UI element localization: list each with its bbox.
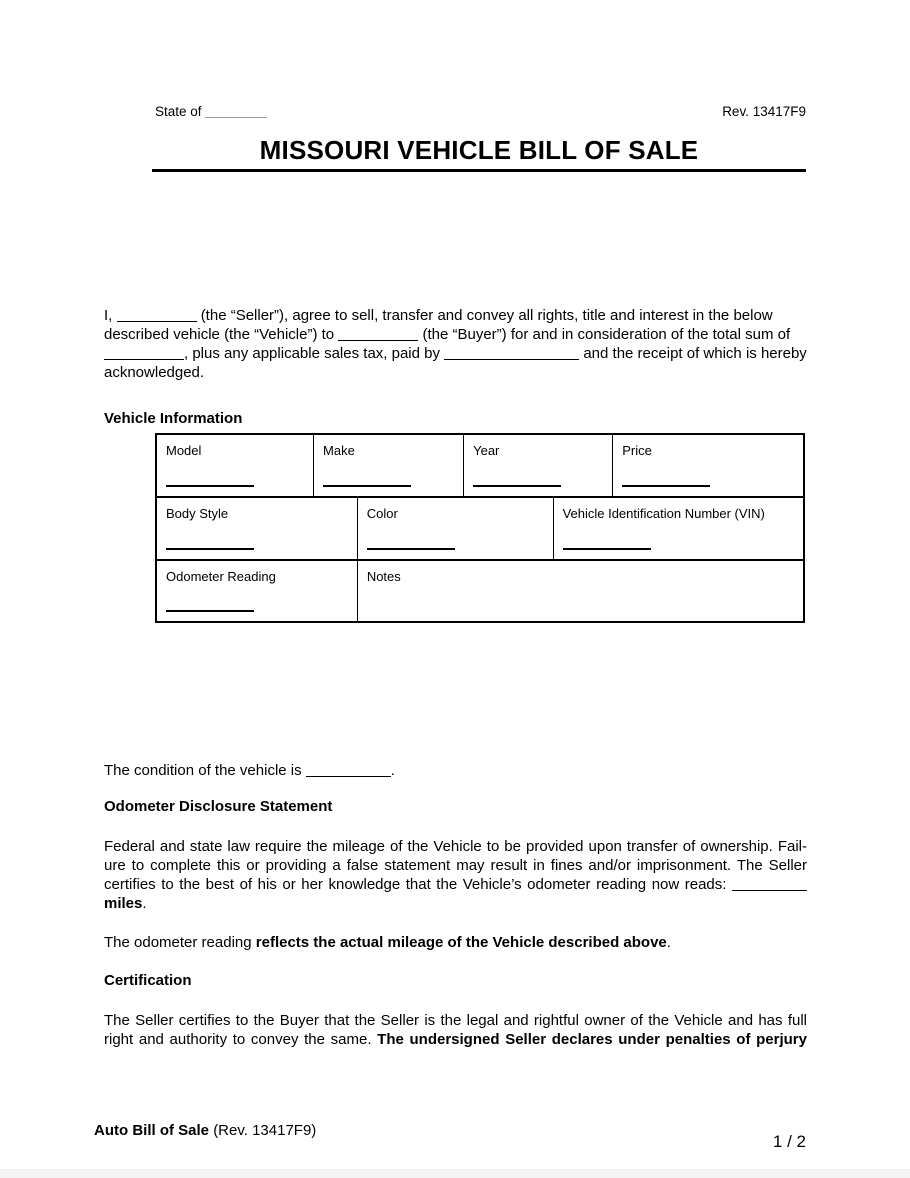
page-number: 1 / 2 <box>772 1132 806 1151</box>
reading-bold: reflects the actual mileage of the Vehicle described above <box>255 934 667 951</box>
table-row-3 <box>157 561 803 621</box>
make-label: Make <box>323 443 355 458</box>
footer-doc-line <box>94 1122 316 1139</box>
page-edge-strip <box>0 1169 910 1178</box>
condition-period: . <box>390 762 395 779</box>
body-style-blank <box>166 548 254 550</box>
intro-text-5: and the receipt of which is hereby acknowledged. <box>104 345 807 381</box>
vin-cell <box>554 498 803 559</box>
odometer-period: . <box>142 895 147 912</box>
price-blank <box>622 485 710 487</box>
odometer-miles-bold: miles <box>104 895 143 912</box>
odometer-body-text: Federal and state law require the mileage of the Vehicle to be provided upon transfer of ownership. Failure to complete this or providing a false statement may result in fines and/or imprisonment. The Seller certifies to the best of his or her knowledge that the Vehicle’s odometer reading now reads: <box>104 838 807 893</box>
make-blank <box>323 485 411 487</box>
certification-heading: Certification <box>104 972 192 989</box>
state-of-label: State of <box>155 104 202 119</box>
certification-bold: The undersigned Seller declares under penalties of perjury <box>377 1031 807 1048</box>
intro-text-3: (the “Buyer”) for and in consideration of the total sum of <box>422 326 791 343</box>
body-style-label: Body Style <box>166 506 229 521</box>
revision-label: Rev. 13417F9 <box>722 104 806 119</box>
notes-cell <box>358 561 803 621</box>
seller-name-blank <box>117 321 197 322</box>
intro-text-2: (the “Seller”), agree to sell, transfer and convey all rights, title and interest in the below described vehicle (the “Vehicle”) to <box>104 307 773 343</box>
intro-text-4: , plus any applicable sales tax, paid by <box>184 345 440 362</box>
odometer-disclosure-heading: Odometer Disclosure Statement <box>104 798 333 815</box>
footer-doc-name: Auto Bill of Sale <box>94 1122 210 1139</box>
color-cell <box>358 498 554 559</box>
page-title: MISSOURI VEHICLE BILL OF SALE <box>259 135 699 165</box>
body-style-cell <box>157 498 358 559</box>
condition-line <box>104 761 807 780</box>
year-blank <box>473 485 561 487</box>
odometer-paragraph <box>104 837 807 913</box>
make-cell <box>314 435 464 496</box>
odometer-reading-blank <box>166 610 254 612</box>
condition-blank <box>306 776 391 777</box>
year-label: Year <box>473 443 500 458</box>
reading-prefix: The odometer reading <box>104 934 252 951</box>
payment-method-blank <box>444 359 579 360</box>
odometer-reading-label: Odometer Reading <box>166 569 276 584</box>
vehicle-information-table <box>155 433 805 623</box>
table-row-2 <box>157 498 803 561</box>
price-label: Price <box>622 443 652 458</box>
price-cell <box>613 435 803 496</box>
intro-paragraph <box>104 306 807 382</box>
footer-doc-rev: (Rev. 13417F9) <box>213 1122 317 1139</box>
model-label: Model <box>166 443 202 458</box>
color-blank <box>367 548 455 550</box>
condition-text: The condition of the vehicle is <box>104 762 302 779</box>
title-rule <box>152 169 806 172</box>
odometer-reading-line <box>104 933 807 952</box>
odometer-reading-cell <box>157 561 358 621</box>
state-name-blank <box>205 117 267 118</box>
year-cell <box>464 435 613 496</box>
vin-blank <box>563 548 651 550</box>
vehicle-information-heading: Vehicle Information <box>104 410 243 427</box>
certification-body-text: The Seller certifies to the Buyer that the Seller is the legal and rightful owner of the Vehicle and has full right and authority to convey the same. <box>104 1012 807 1048</box>
sale-price-blank <box>104 359 184 360</box>
notes-label: Notes <box>366 569 401 584</box>
buyer-name-blank <box>338 340 418 341</box>
reading-period: . <box>666 934 671 951</box>
certification-paragraph <box>104 1011 807 1049</box>
vin-label: Vehicle Identification Number (VIN) <box>562 506 765 521</box>
model-cell <box>157 435 314 496</box>
state-of-line <box>155 104 267 119</box>
model-blank <box>166 485 254 487</box>
table-row-1 <box>157 435 803 498</box>
intro-text-1: I, <box>104 307 113 324</box>
color-label: Color <box>366 506 398 521</box>
odometer-miles-blank <box>732 890 807 891</box>
